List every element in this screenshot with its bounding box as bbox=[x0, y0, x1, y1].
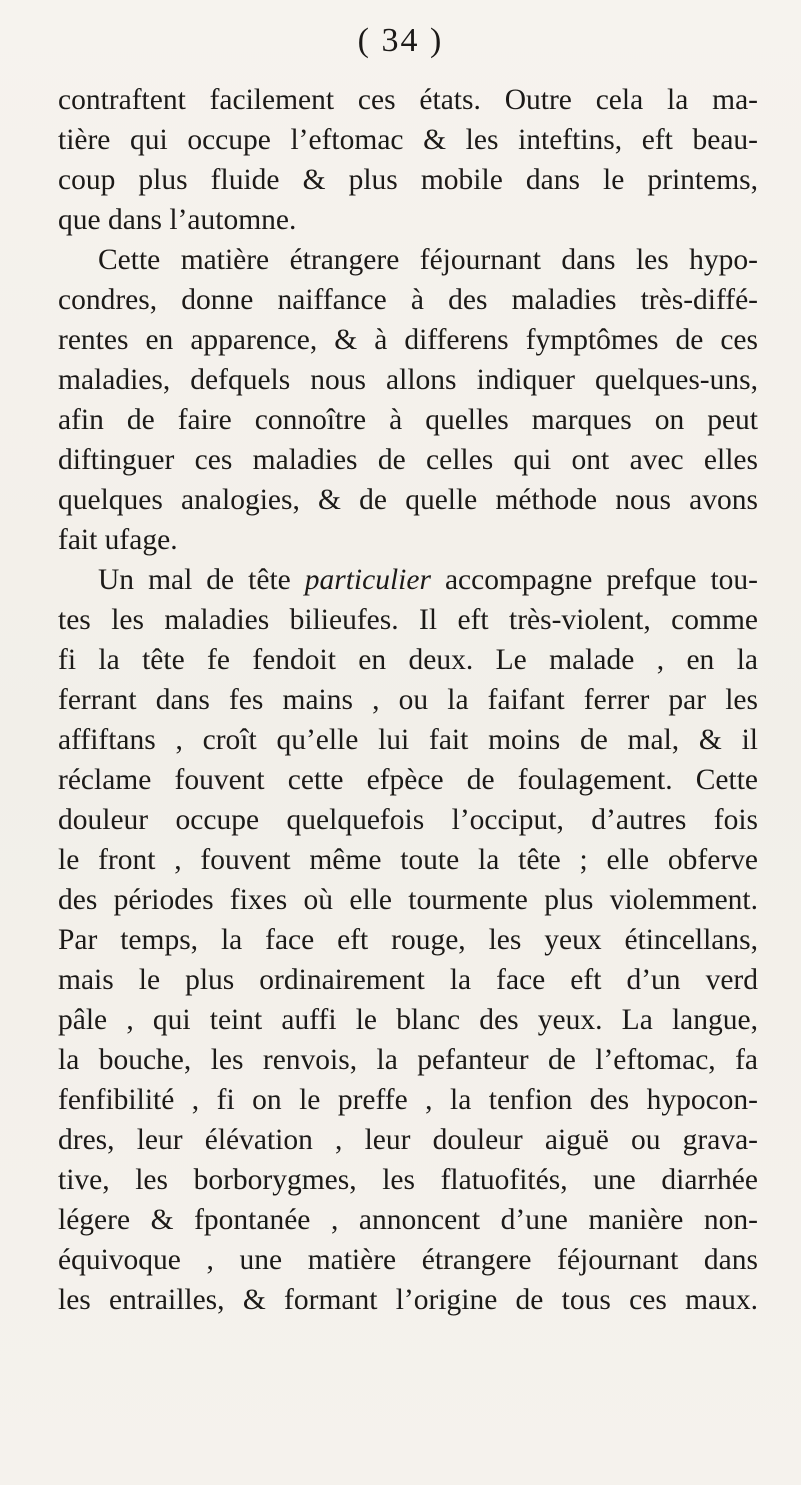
text-line: les entrailles, & formant l’origine de tous ces maux. bbox=[58, 1284, 758, 1316]
text-line: contraftent facilement ces états. Outre cela la ma- bbox=[58, 84, 758, 116]
body-text bbox=[58, 80, 758, 1320]
italic-word: particulier bbox=[304, 564, 431, 596]
text-line: la bouche, les renvois, la pefanteur de l’eftomac, fa bbox=[58, 1044, 758, 1076]
text-line: le front , fouvent même toute la tête ; elle obferve bbox=[58, 844, 758, 876]
page-number: ( 34 ) bbox=[357, 22, 444, 59]
text-line: réclame fouvent cette efpèce de foulagement. Cette bbox=[58, 764, 758, 796]
text-line: des périodes fixes où elle tourmente plus violemment. bbox=[58, 884, 758, 916]
text-fragment: Un mal de tête bbox=[98, 564, 305, 596]
text-line: fait ufage. bbox=[58, 524, 178, 556]
text-line: ferrant dans fes mains , ou la faifant ferrer par les bbox=[58, 684, 758, 716]
text-line: tière qui occupe l’eftomac & les inteftins, eft beau- bbox=[58, 124, 758, 156]
text-line: maladies, defquels nous allons indiquer quelques-uns, bbox=[58, 364, 758, 396]
text-line: coup plus fluide & plus mobile dans le printems, bbox=[58, 164, 758, 196]
text-line: condres, donne naiffance à des maladies très-diffé- bbox=[58, 284, 758, 316]
text-line: fi la tête fe fendoit en deux. Le malade , en la bbox=[58, 644, 758, 676]
text-line-with-italic bbox=[58, 560, 758, 600]
text-line: légere & fpontanée , annoncent d’une manière non- bbox=[58, 1204, 758, 1236]
text-line: Par temps, la face eft rouge, les yeux étincellans, bbox=[58, 924, 758, 956]
text-line: diftinguer ces maladies de celles qui ont avec elles bbox=[58, 444, 758, 476]
text-line: douleur occupe quelquefois l’occiput, d’autres fois bbox=[58, 804, 758, 836]
text-line: afin de faire connoître à quelles marques on peut bbox=[58, 404, 758, 436]
text-fragment: accompagne prefque tou- bbox=[430, 564, 758, 596]
text-line: que dans l’automne. bbox=[58, 204, 297, 236]
text-line: pâle , qui teint auffi le blanc des yeux. La langue, bbox=[58, 1004, 758, 1036]
text-line: mais le plus ordinairement la face eft d’un verd bbox=[58, 964, 758, 996]
text-line: équivoque , une matière étrangere féjournant dans bbox=[58, 1244, 758, 1276]
text-line: tes les maladies bilieufes. Il eft très-violent, comme bbox=[58, 604, 758, 636]
text-line: quelques analogies, & de quelle méthode nous avons bbox=[58, 484, 758, 516]
text-line: dres, leur élévation , leur douleur aiguë ou grava- bbox=[58, 1124, 758, 1156]
text-line: Cette matière étrangere féjournant dans les hypo- bbox=[98, 244, 758, 276]
text-line: fenfibilité , fi on le preffe , la tenfion des hypocon- bbox=[58, 1084, 758, 1116]
text-line: tive, les borborygmes, les flatuofités, une diarrhée bbox=[58, 1164, 758, 1196]
text-line: rentes en apparence, & à differens fymptômes de ces bbox=[58, 324, 758, 356]
text-line: affiftans , croît qu’elle lui fait moins de mal, & il bbox=[58, 724, 758, 756]
